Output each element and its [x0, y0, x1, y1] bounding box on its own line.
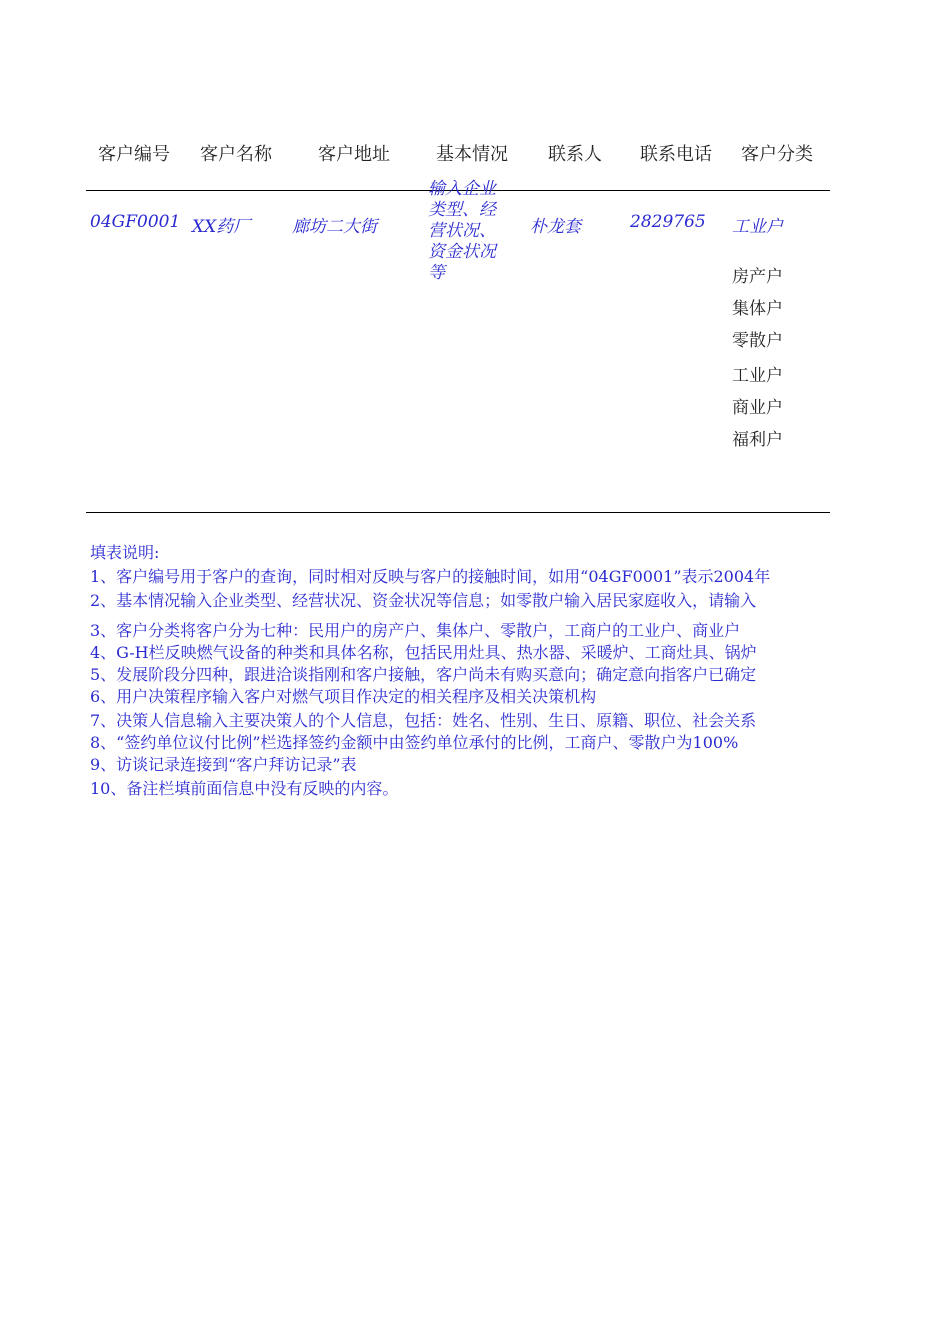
instruction-line: 7、决策人信息输入主要决策人的个人信息，包括：姓名、性别、生日、原籍、职位、社会关系 [90, 711, 757, 730]
category-option-industrial[interactable]: 工业户 [732, 366, 783, 386]
instruction-line: 1、客户编号用于客户的查询，同时相对反映与客户的接触时间，如用“04GF0001”表示2004年 [90, 567, 771, 586]
header-contact-person: 联系人 [548, 144, 602, 165]
category-option-property[interactable]: 房产户 [732, 267, 783, 287]
instruction-line: 3、客户分类将客户分为七种：民用户的房产户、集体户、零散户，工商户的工业户、商业户 [90, 621, 741, 640]
category-option-collective[interactable]: 集体户 [732, 299, 783, 319]
instruction-line: 6、用户决策程序输入客户对燃气项目作决定的相关程序及相关决策机构 [90, 687, 597, 706]
header-basic-info: 基本情况 [436, 144, 508, 165]
cell-customer-category[interactable]: 工业户 [732, 217, 783, 237]
instruction-line: 2、基本情况输入企业类型、经营状况、资金状况等信息；如零散户输入居民家庭收入，请输入 [90, 591, 757, 610]
header-customer-category: 客户分类 [741, 144, 813, 165]
fill-instructions [90, 540, 832, 810]
instruction-line: 8、“签约单位议付比例”栏选择签约金额中由签约单位承付的比例，工商户、零散户为100% [90, 733, 739, 752]
header-customer-id: 客户编号 [98, 144, 170, 165]
category-option-welfare[interactable]: 福利户 [732, 430, 783, 450]
cell-customer-address[interactable]: 廊坊二大街 [292, 217, 377, 237]
cell-basic-info[interactable] [428, 179, 512, 283]
category-option-scattered[interactable]: 零散户 [732, 331, 783, 351]
instruction-line: 5、发展阶段分四种，跟进洽谈指刚和客户接触，客户尚未有购买意向；确定意向指客户已确定 [90, 665, 757, 684]
cell-contact-phone[interactable]: 2829765 [630, 212, 706, 232]
instruction-line: 4、G-H栏反映燃气设备的种类和具体名称，包括民用灶具、热水器、采暖炉、工商灶具、锅炉 [90, 643, 757, 662]
instruction-line: 9、访谈记录连接到“客户拜访记录”表 [90, 755, 357, 774]
instructions-title: 填表说明: [90, 543, 160, 562]
cell-contact-person[interactable]: 朴龙套 [530, 217, 581, 237]
header-customer-name: 客户名称 [200, 144, 272, 165]
header-contact-phone: 联系电话 [640, 144, 712, 165]
instruction-line: 10、备注栏填前面信息中没有反映的内容。 [90, 779, 399, 798]
table-bottom-rule [86, 512, 830, 513]
cell-basic-info-text: 输入企业类型、经营状况、资金状况等 [428, 179, 496, 283]
table-header-row [0, 140, 950, 166]
category-option-commercial[interactable]: 商业户 [732, 398, 783, 418]
header-customer-address: 客户地址 [318, 144, 390, 165]
cell-customer-id[interactable]: 04GF0001 [90, 212, 181, 232]
cell-customer-name[interactable]: XX药厂 [192, 217, 251, 237]
